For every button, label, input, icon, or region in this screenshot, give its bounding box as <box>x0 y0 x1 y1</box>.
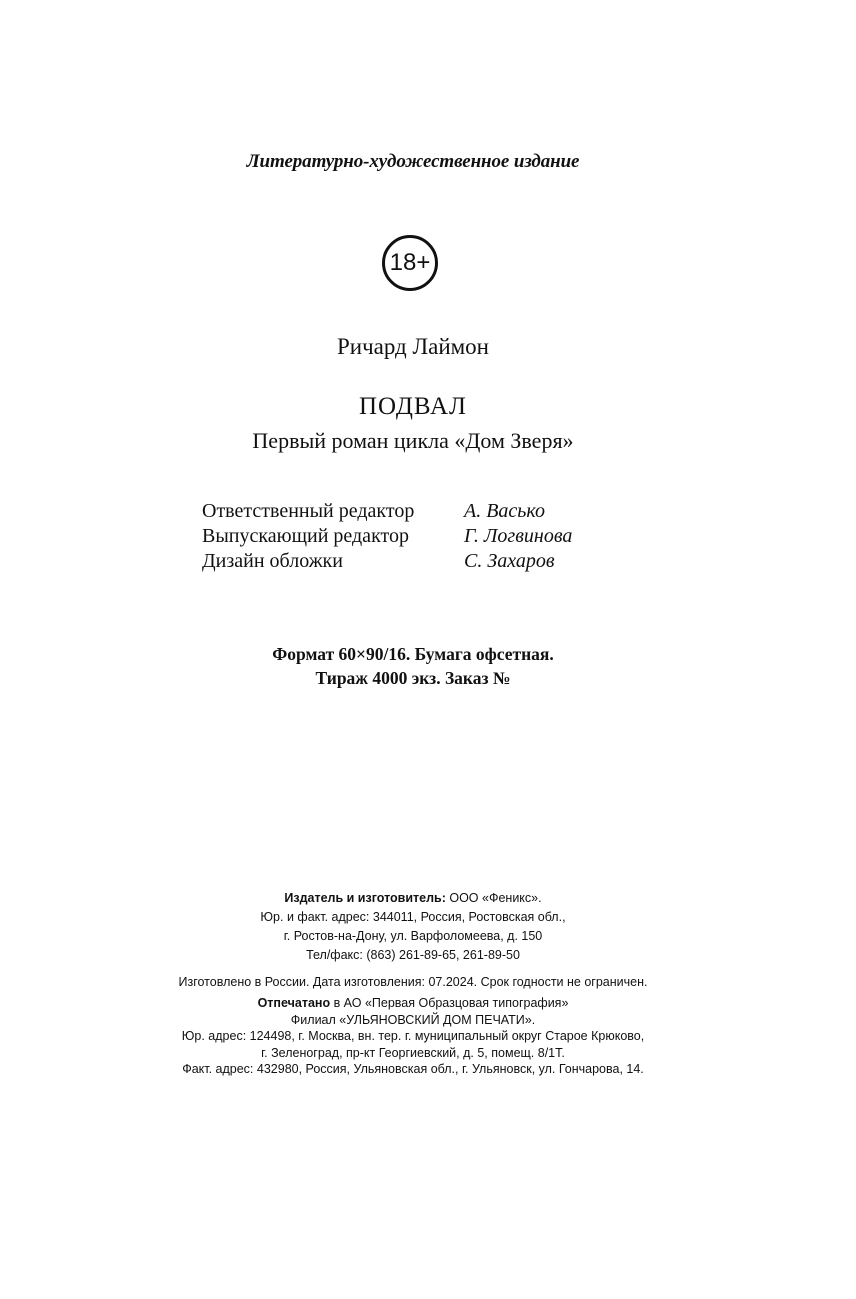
credit-row <box>202 525 602 550</box>
printer-branch: Филиал «УЛЬЯНОВСКИЙ ДОМ ПЕЧАТИ». <box>290 1012 536 1027</box>
format-line: Формат 60×90/16. Бумага офсетная. <box>272 644 554 664</box>
publisher-block <box>0 889 826 965</box>
book-title: ПОДВАЛ <box>358 393 468 420</box>
credit-row <box>202 500 602 525</box>
book-subtitle: Первый роман цикла «Дом Зверя» <box>252 428 574 453</box>
manufacture-note: Изготовлено в России. Дата изготовления: 07.2024. Срок годности не ограничен. <box>178 975 648 989</box>
credit-role: Выпускающий редактор <box>202 525 409 547</box>
publisher-line <box>0 889 826 908</box>
print-run-line: Тираж 4000 экз. Заказ № <box>315 668 511 688</box>
printer-legal-address-1: Юр. адрес: 124498, г. Москва, вн. тер. г. муниципальный округ Старое Крюково, <box>181 1029 645 1043</box>
publisher-phone: Тел/факс: (863) 261-89-65, 261-89-50 <box>306 948 520 962</box>
publisher-address-1: Юр. и факт. адрес: 344011, Россия, Ростовская обл., <box>260 910 566 924</box>
author-name: Ричард Лаймон <box>336 334 489 359</box>
printer-line <box>0 995 826 1012</box>
publisher-name: ООО «Феникс». <box>445 891 542 905</box>
age-rating-badge: 18+ <box>382 235 438 291</box>
publisher-label: Издатель и изготовитель: <box>284 891 446 905</box>
printer-label: Отпечатано <box>257 996 331 1010</box>
printer-name: в АО «Первая Образцовая типография» <box>330 996 569 1010</box>
credit-role: Дизайн обложки <box>202 550 343 572</box>
credit-person: Г. Логвинова <box>464 525 573 547</box>
printer-legal-address-2: г. Зеленоград, пр-кт Георгиевский, д. 5, помещ. 8/1Т. <box>261 1045 565 1060</box>
credit-person: С. Захаров <box>464 550 555 572</box>
printer-actual-address: Факт. адрес: 432980, Россия, Ульяновская обл., г. Ульяновск, ул. Гончарова, 14. <box>182 1062 644 1076</box>
format-info <box>0 642 826 690</box>
publisher-address-2: г. Ростов-на-Дону, ул. Варфоломеева, д. 150 <box>283 929 543 943</box>
credit-role: Ответственный редактор <box>202 500 415 522</box>
credits-table <box>202 500 602 575</box>
edition-type: Литературно-художественное издание <box>246 151 580 172</box>
credit-person: А. Васько <box>464 500 546 522</box>
printer-block <box>0 995 826 1078</box>
credit-row <box>202 550 602 575</box>
